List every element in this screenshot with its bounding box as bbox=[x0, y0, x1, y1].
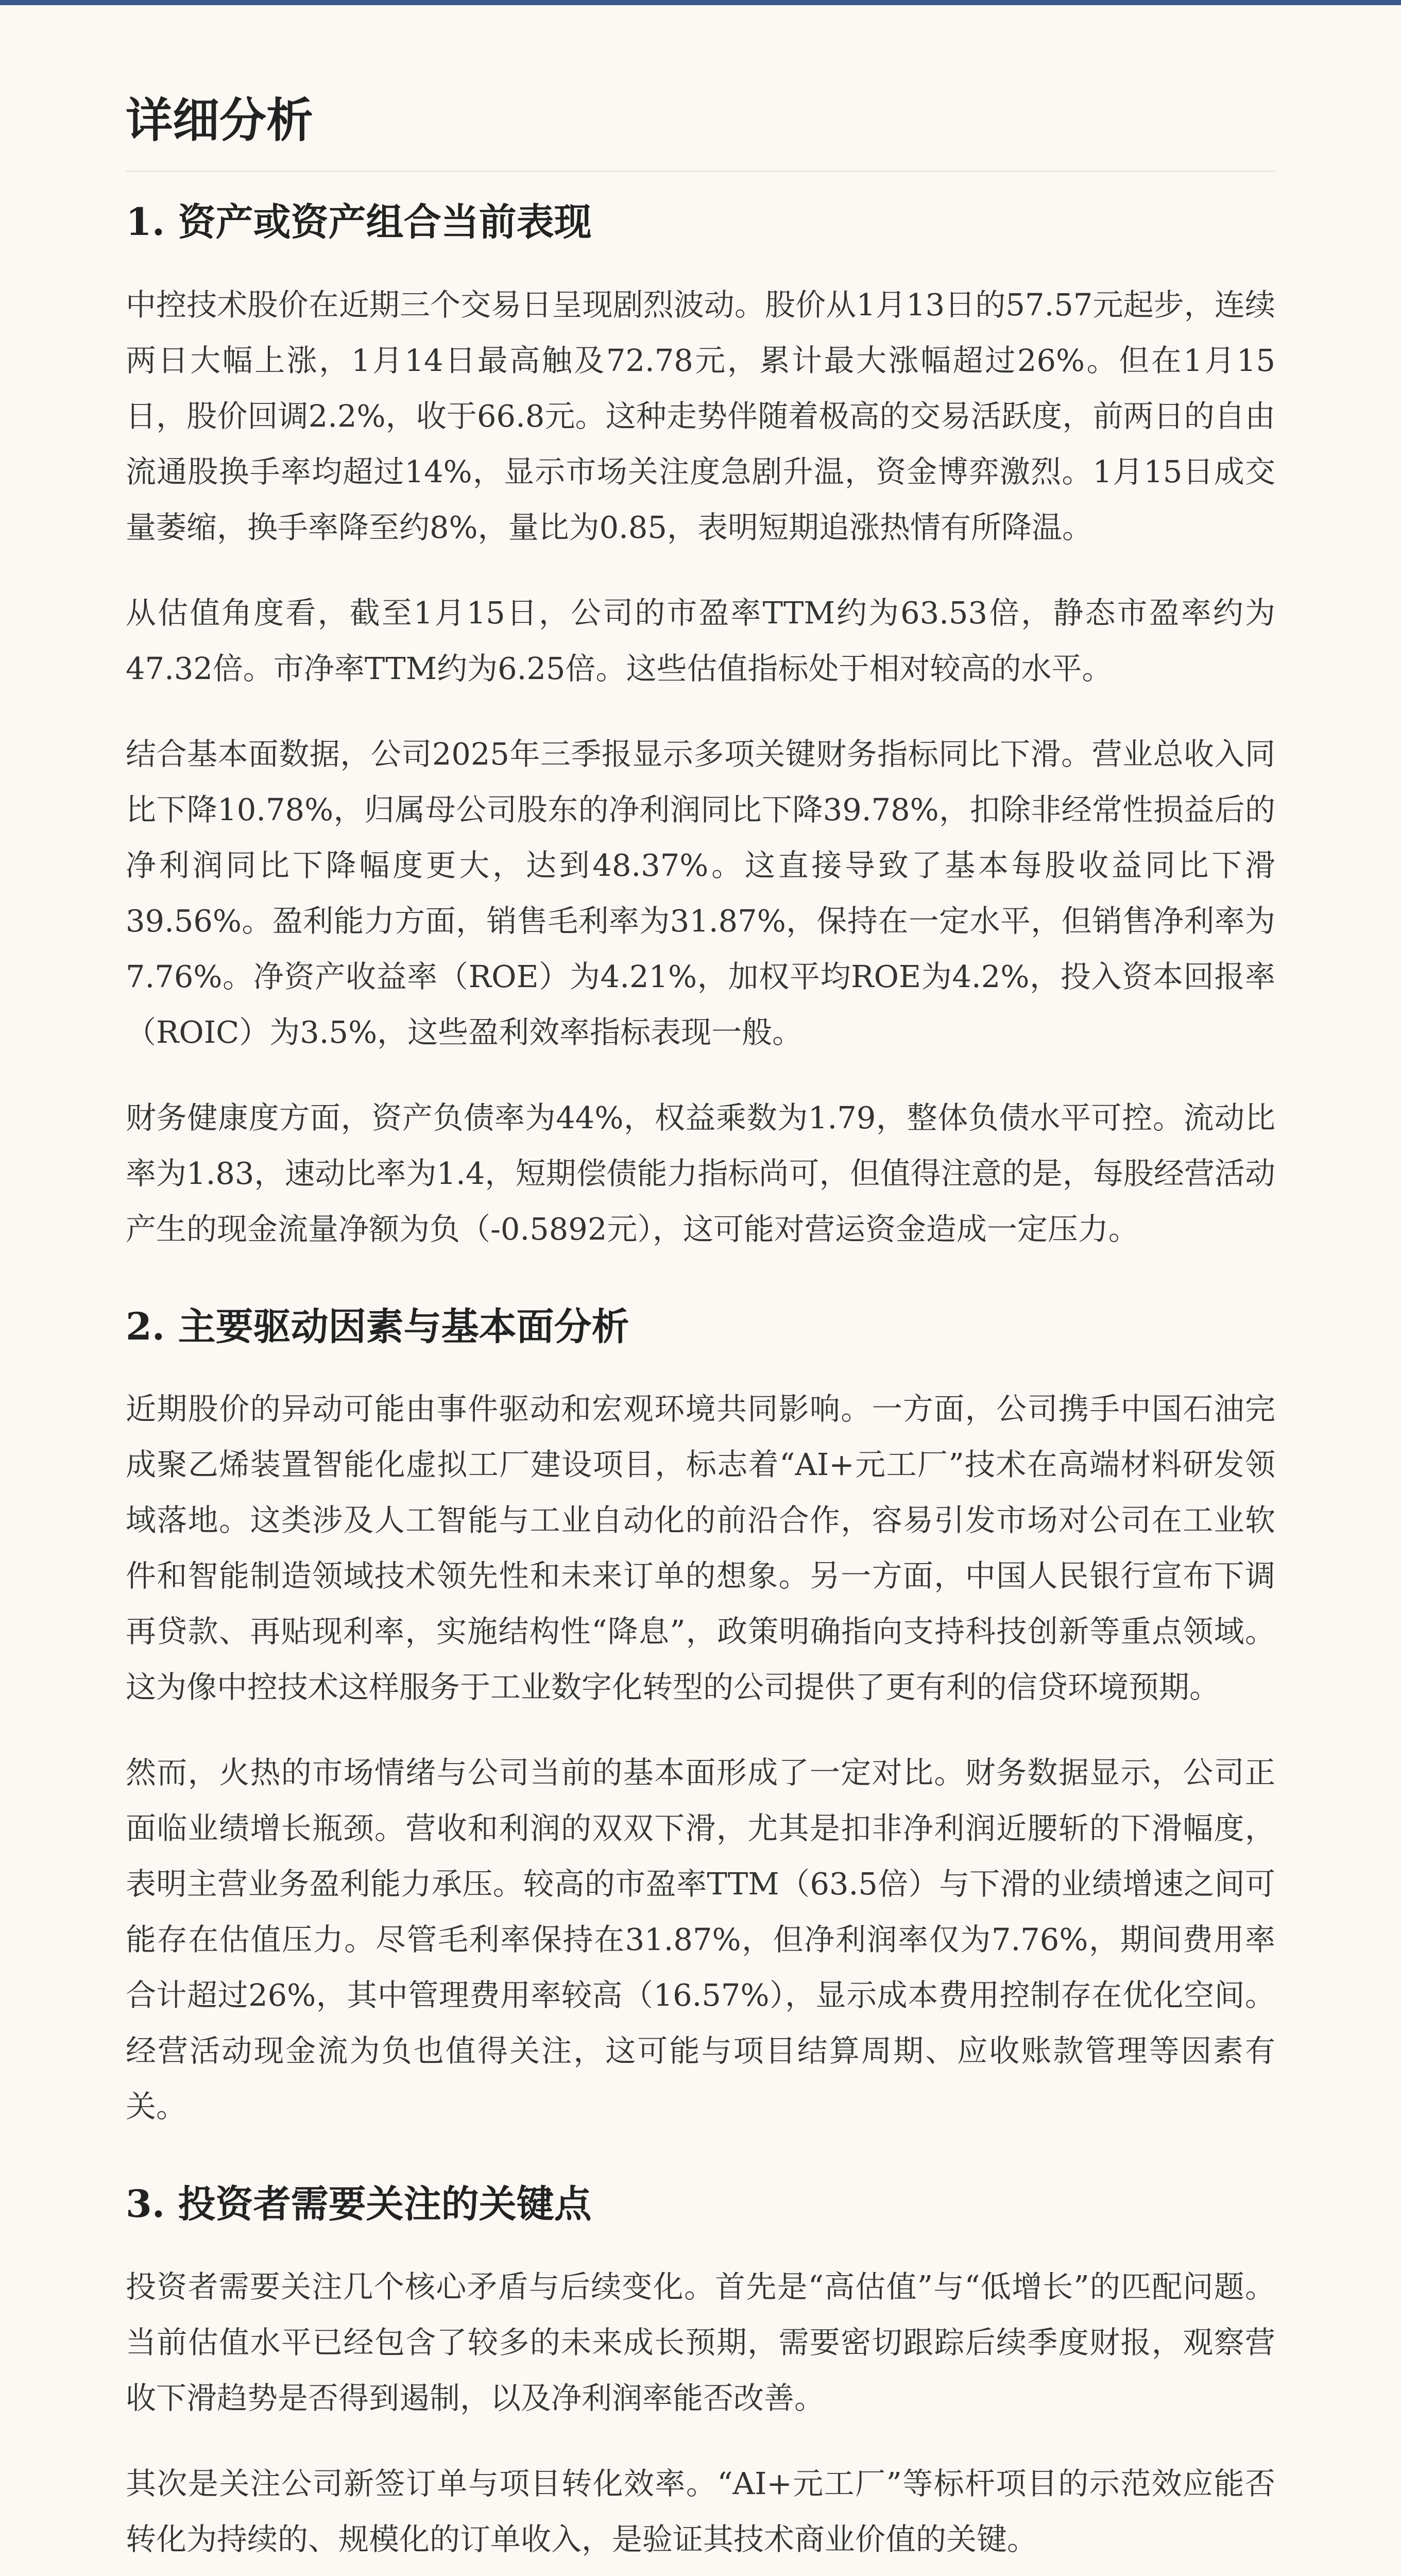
section-heading: 1. 资产或资产组合当前表现 bbox=[126, 200, 592, 245]
paragraph: 从估值角度看，截至1月15日，公司的市盈率TTM约为63.53倍，静态市盈率约为47.32倍。市净率TTM约为6.25倍。这些估值指标处于相对较高的水平。 bbox=[126, 595, 1275, 686]
section-heading: 3. 投资者需要关注的关键点 bbox=[126, 2182, 592, 2227]
section-current-performance bbox=[126, 200, 1275, 1257]
page-title: 详细分析 bbox=[126, 93, 1275, 172]
section-heading: 2. 主要驱动因素与基本面分析 bbox=[126, 1304, 629, 1349]
paragraph: 中控技术股价在近期三个交易日呈现剧烈波动。股价从1月13日的57.57元起步，连续两日大幅上涨，1月14日最高触及72.78元，累计最大涨幅超过26%。但在1月15日，股价回调2.2%，收于66.8元。这种走势伴随着极高的交易活跃度，前两日的自由流通股换手率均超过14%，显示市场关注度急剧升温，资金博弈激烈。1月15日成交量萎缩，换手率降至约8%，量比为0.85，表明短期追涨热情有所降温。 bbox=[126, 286, 1275, 545]
paragraph: 结合基本面数据，公司2025年三季报显示多项关键财务指标同比下滑。营业总收入同比下降10.78%，归属母公司股东的净利润同比下降39.78%，扣除非经常性损益后的净利润同比下降幅度更大，达到48.37%。这直接导致了基本每股收益同比下滑39.56%。盈利能力方面，销售毛利率为31.87%，保持在一定水平，但销售净利率为7.76%。净资产收益率（ROE）为4.21%，加权平均ROE为4.2%，投入资本回报率（ROIC）为3.5%，这些盈利效率指标表现一般。 bbox=[126, 736, 1275, 1050]
section-key-points bbox=[126, 2182, 1275, 2576]
paragraph: 投资者需要关注几个核心矛盾与后续变化。首先是“高估值”与“低增长”的匹配问题。当前估值水平已经包含了较多的未来成长预期，需要密切跟踪后续季度财报，观察营收下滑趋势是否得到遏制，以及净利润率能否改善。 bbox=[126, 2268, 1275, 2416]
paragraph: 其次是关注公司新签订单与项目转化效率。“AI+元工厂”等标杆项目的示范效应能否转化为持续的、规模化的订单收入，是验证其技术商业价值的关键。 bbox=[126, 2465, 1275, 2557]
paragraph: 然而，火热的市场情绪与公司当前的基本面形成了一定对比。财务数据显示，公司正面临业绩增长瓶颈。营收和利润的双双下滑，尤其是扣非净利润近腰斩的下滑幅度，表明主营业务盈利能力承压。较高的市盈率TTM（63.5倍）与下滑的业绩增速之间可能存在估值压力。尽管毛利率保持在31.87%，但净利润率仅为7.76%，期间费用率合计超过26%，其中管理费用率较高（16.57%），显示成本费用控制存在优化空间。经营活动现金流为负也值得关注，这可能与项目结算周期、应收账款管理等因素有关。 bbox=[126, 1755, 1275, 2125]
top-accent-bar bbox=[0, 0, 1401, 5]
article-content bbox=[126, 93, 1275, 2576]
section-drivers-fundamentals bbox=[126, 1304, 1275, 2135]
paragraph: 财务健康度方面，资产负债率为44%，权益乘数为1.79，整体负债水平可控。流动比率为1.83，速动比率为1.4，短期偿债能力指标尚可，但值得注意的是，每股经营活动产生的现金流量净额为负（-0.5892元），这可能对营运资金造成一定压力。 bbox=[126, 1099, 1275, 1247]
paragraph: 近期股价的异动可能由事件驱动和宏观环境共同影响。一方面，公司携手中国石油完成聚乙烯装置智能化虚拟工厂建设项目，标志着“AI+元工厂”技术在高端材料研发领域落地。这类涉及人工智能与工业自动化的前沿合作，容易引发市场对公司在工业软件和智能制造领域技术领先性和未来订单的想象。另一方面，中国人民银行宣布下调再贷款、再贴现利率，实施结构性“降息”，政策明确指向支持科技创新等重点领域。这为像中控技术这样服务于工业数字化转型的公司提供了更有利的信贷环境预期。 bbox=[126, 1391, 1275, 1705]
